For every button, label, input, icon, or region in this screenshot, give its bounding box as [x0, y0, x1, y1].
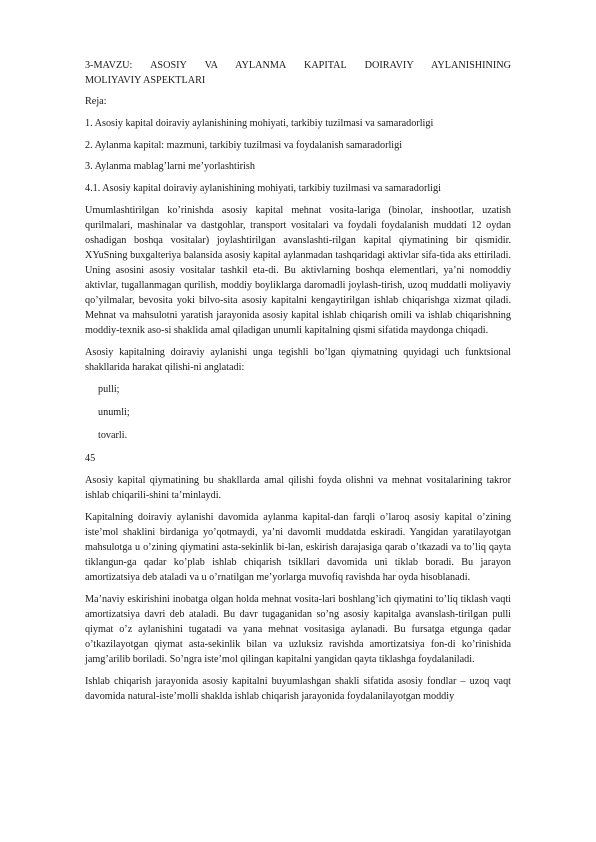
plan-item: 3. Aylanma mablag’larni me’yorlashtirish — [85, 161, 255, 173]
body-paragraph: Ishlab chiqarish jarayonida asosiy kapitalni buyumlashgan shakli sifatida asosiy fondlar – uzoq vaqt davomida natural-iste’molli shaklda ishlab chiqarish jarayonida foydalanilayotgan moddiy — [85, 675, 511, 702]
plan-label: Reja: — [85, 96, 107, 108]
body-paragraph: Asosiy kapital qiymatining bu shakllarda amal qilishi foyda olishni va mehnat vositalarining takror ishlab chiqarili-shini ta’minlaydi. — [85, 474, 511, 501]
document-page — [85, 58, 511, 711]
form-list-item: pulli; — [98, 383, 120, 395]
plan-item: 1. Asosiy kapital doiraviy aylanishining mohiyati, tarkibiy tuzilmasi va samaradorligi — [85, 117, 434, 129]
plan-item: 2. Aylanma kapital: mazmuni, tarkibiy tuzilmasi va foydalanish samaradorligi — [85, 139, 403, 151]
page-number: 45 — [85, 453, 96, 465]
body-paragraph: Kapitalning doiraviy aylanishi davomida aylanma kapital-dan farqli o’laroq asosiy kapital o’zining iste’mol shaklini birdaniga yo’qotmaydi, ya’ni davomli muddatda eskiradi. Yangidan yaratilayotgan mahsulotga u o’zining qiymatini asta-sekinlik bi-lan, eskirish darajasiga qarab o’tkazadi va to’liq qayta tiklangun-ga qadar ko’plab ishlab chiqarish tsikllari davomida uni tiklab boradi. Bu jarayon amortizatsiya deb ataladi va u o’rnatilgan me’yorlarga muvofiq ravishda har oyda hisoblanadi. — [85, 511, 511, 583]
form-list-item: unumli; — [98, 406, 130, 418]
body-paragraph: Ma’naviy eskirishini inobatga olgan holda mehnat vosita-lari boshlang’ich qiymatini to’liq tiklash vaqti amortizatsiya davri deb ataladi. Bu davr tugaganidan so’ng asosiy kapitalga avanslash-tirilgan pulli qiymat o’z aylanishini tugatadi va yana mehnat vositasiga aylanadi. Bu fursatga etgunga qadar o’tkazilayotgan qiymat asta-sekinlik bilan va uzluksiz ravishda amortizatsiya fon-di ko’rinishida jamg’arilib boriladi. So’ngra iste’mol qilingan kapitalni yangidan qayta tiklashga foydalaniladi. — [85, 593, 511, 666]
topic-title-continuation: MOLIYAVIY ASPEKTLARI — [85, 75, 206, 87]
section-heading: 4.1. Asosiy kapital doiraviy aylanishining mohiyati, tarkibiy tuzilmasi va samaradorligi — [85, 182, 441, 194]
body-paragraph: Asosiy kapitalning doiraviy aylanishi unga tegishli bo’lgan qiymatning quyidagi uch funktsional shakllarida harakat qilishi-ni anglatadi: — [85, 347, 511, 374]
topic-title: 3-MAVZU: ASOSIY VA AYLANMA KAPITAL DOIRAVIY AYLANISHINING — [85, 60, 511, 71]
body-paragraph: Umumlashtirilgan ko’rinishda asosiy kapital mehnat vosita-lariga (binolar, inshootlar, uzatish qurilmalari, mashinalar va dastgohlar, transport vositalari va foydali foydalanish muddati 12 oydan oshadigan boshqa vositalar) joylashtirilgan avanslashti-rilgan kapital qiymatining bir qismidir. XYuSning buxgalteriya balansida asosiy kapital aylanmadan tashqaridagi aktivlar sifa-tida aks ettiriladi. Uning asosini asosiy vositalar tashkil eta-di. Bu aktivlarning boshqa elementlari, ya’ni nomoddiy aktivlar, tugallanmagan qurilish, moddiy boyliklarga daromadli joylash-tirish, uzoq muddatli moliyaviy qo’yilmalar, bevosita yoki bilvo-sita asosiy kapitalni kengaytirilgan ishlab chiqarishga xizmat qiladi. Mehnat va mahsulotni yaratish jarayonida asosiy kapital ishlab chiqarish omili va ishlab chiqarishning moddiy-texnik aso-si shaklida amal qiladigan unumli kapitalning qismi sifatida maydonga chiqadi. — [85, 204, 511, 337]
form-list-item: tovarli. — [98, 430, 128, 442]
